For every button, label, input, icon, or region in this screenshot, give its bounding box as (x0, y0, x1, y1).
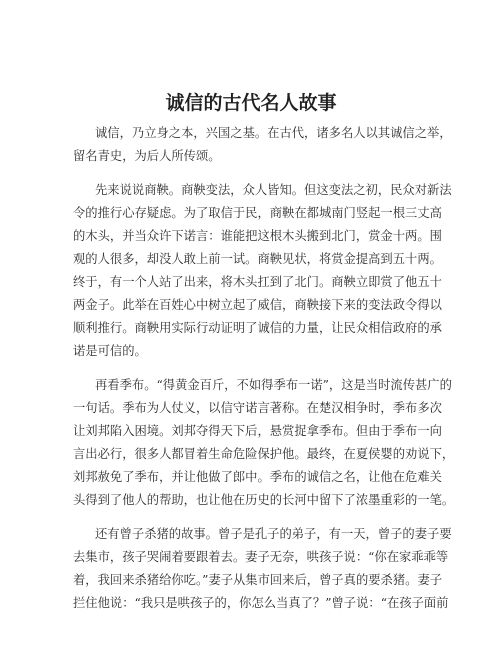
paragraph-line: 两金子。此举在百姓心中树立起了威信，商鞅接下来的变法政令得以 (73, 298, 442, 312)
paragraph-line: 顺利推行。商鞅用实际行动证明了诚信的力量，让民众相信政府的承 (73, 321, 442, 335)
paragraph-line: 刘邦赦免了季布，并让他做了郎中。季布的诚信之名，让他在危难关 (73, 470, 442, 484)
paragraph-line: 去集市，孩子哭闹着要跟着去。妻子无奈，哄孩子说：“你在家乖乖等 (73, 550, 449, 564)
paragraph-line: 观的人很多，却没人敢上前一试。商鞅见状，将赏金提高到五十两。 (73, 252, 442, 266)
paragraph-line: 还有曾子杀猪的故事。曾子是孔子的弟子，有一天，曾子的妻子要 (95, 527, 452, 541)
paragraph-line: 留名青史，为后人所传颂。 (73, 149, 221, 163)
paragraph-line: 着，我回来杀猪给你吃。”妻子从集市回来后，曾子真的要杀猪。妻子 (73, 573, 443, 587)
paragraph-line: 终于，有一个人站了出来，将木头扛到了北门。商鞅立即赏了他五十 (73, 275, 442, 289)
paragraph-line: 一句话。季布为人仗义，以信守诺言著称。在楚汉相争时，季布多次 (73, 401, 442, 415)
paragraph-line: 让刘邦陷入困境。刘邦夺得天下后，悬赏捉拿季布。但由于季布一向 (73, 424, 442, 438)
paragraph-line: 言出必行，很多人都冒着生命危险保护他。最终，在夏侯婴的劝说下， (73, 447, 455, 461)
paragraph-line: 的木头，并当众许下诺言：谁能把这根木头搬到北门，赏金十两。围 (73, 229, 442, 243)
paragraph-line: 拦住他说：“我只是哄孩子的，你怎么当真了？”曾子说：“在孩子面前 (73, 596, 449, 610)
paragraph-line: 诚信，乃立身之本，兴国之基。在古代，诸多名人以其诚信之举， (95, 126, 452, 140)
paragraph-line: 再看季布。“得黄金百斤，不如得季布一诺”，这是当时流传甚广的 (95, 378, 452, 392)
paragraph-line: 先来说说商鞅。商鞅变法，众人皆知。但这变法之初，民众对新法 (95, 183, 452, 197)
paragraph-line: 令的推行心存疑虑。为了取信于民，商鞅在都城南门竖起一根三丈高 (73, 206, 442, 220)
paragraph-line: 头得到了他人的帮助，也让他在历史的长河中留下了浓墨重彩的一笔。 (73, 493, 455, 507)
paragraph-line: 诺是可信的。 (73, 344, 147, 358)
document-title: 诚信的古代名人故事 (165, 92, 337, 114)
